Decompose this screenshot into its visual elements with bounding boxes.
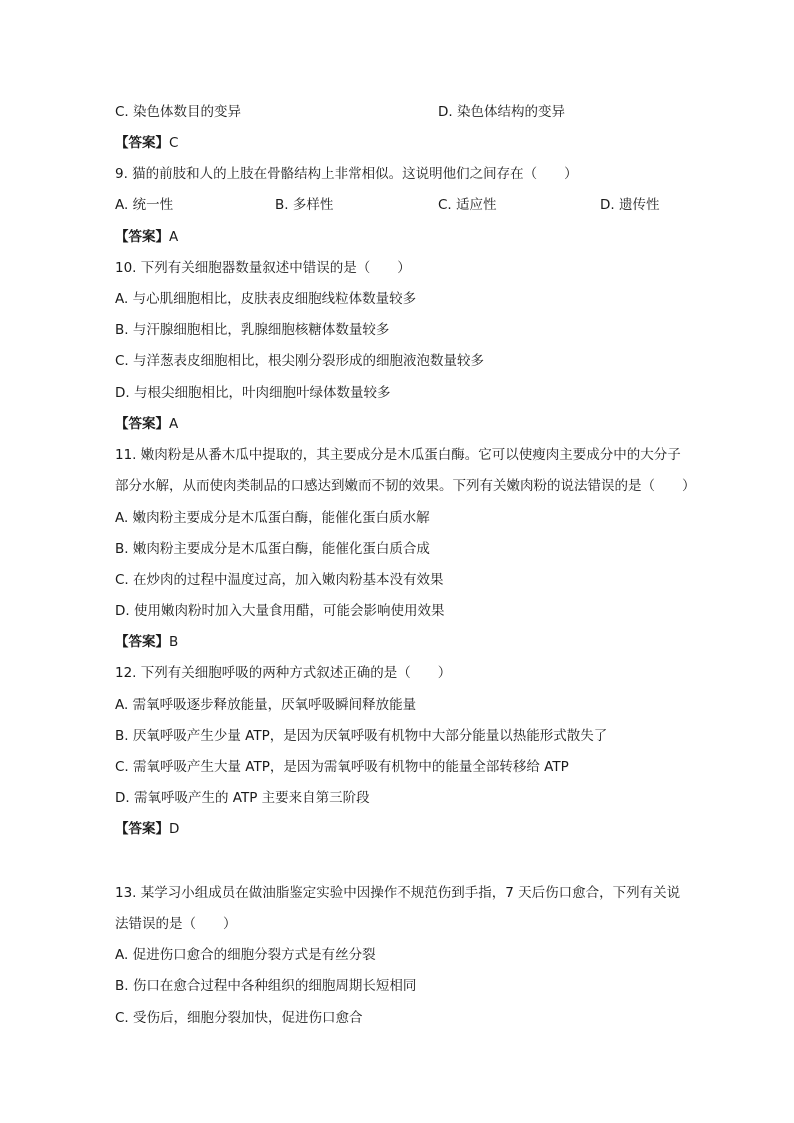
q10-stem: 10. 下列有关细胞器数量叙述中错误的是（ ） (115, 260, 411, 276)
q13-stem-line-2: 法错误的是（ ） (115, 916, 237, 932)
q8-answer (115, 134, 178, 152)
q10-option-d: D. 与根尖细胞相比，叶肉细胞叶绿体数量较多 (115, 385, 391, 401)
answer-value: A (169, 229, 179, 245)
q8-option-c: C. 染色体数目的变异 (115, 104, 242, 120)
q10-option-b: B. 与汗腺细胞相比，乳腺细胞核糖体数量较多 (115, 322, 390, 338)
answer-label: 【答案】 (115, 229, 169, 245)
q9-answer (115, 228, 178, 246)
q12-stem: 12. 下列有关细胞呼吸的两种方式叙述正确的是（ ） (115, 665, 452, 681)
q9-option-b: B. 多样性 (275, 197, 334, 213)
q12-option-a: A. 需氧呼吸逐步释放能量，厌氧呼吸瞬间释放能量 (115, 697, 417, 713)
q11-stem-line-2: 部分水解，从而使肉类制品的口感达到嫩而不韧的效果。下列有关嫩肉粉的说法错误的是（ ） (115, 478, 696, 494)
answer-value: B (169, 634, 179, 650)
q9-stem: 9. 猫的前肢和人的上肢在骨骼结构上非常相似。这说明他们之间存在（ ） (115, 166, 578, 182)
q11-answer (115, 633, 178, 651)
q13-stem-line-1: 13. 某学习小组成员在做油脂鉴定实验中因操作不规范伤到手指，7 天后伤口愈合，下列有关说 (115, 885, 681, 901)
q10-option-c: C. 与洋葱表皮细胞相比，根尖刚分裂形成的细胞液泡数量较多 (115, 353, 485, 369)
q11-option-d: D. 使用嫩肉粉时加入大量食用醋，可能会影响使用效果 (115, 603, 445, 619)
q8-option-d: D. 染色体结构的变异 (438, 104, 565, 120)
q13-option-b: B. 伤口在愈合过程中各种组织的细胞周期长短相同 (115, 978, 417, 994)
q10-option-a: A. 与心肌细胞相比，皮肤表皮细胞线粒体数量较多 (115, 291, 417, 307)
answer-value: C (169, 135, 179, 151)
q12-answer (115, 820, 179, 838)
answer-label: 【答案】 (115, 821, 169, 837)
q13-option-a: A. 促进伤口愈合的细胞分裂方式是有丝分裂 (115, 947, 376, 963)
q12-option-d: D. 需氧呼吸产生的 ATP 主要来自第三阶段 (115, 790, 370, 806)
q9-option-d: D. 遗传性 (600, 197, 660, 213)
q11-option-c: C. 在炒肉的过程中温度过高，加入嫩肉粉基本没有效果 (115, 572, 444, 588)
answer-value: A (169, 416, 179, 432)
q13-option-c: C. 受伤后，细胞分裂加快，促进伤口愈合 (115, 1010, 363, 1026)
q10-answer (115, 415, 178, 433)
q9-option-c: C. 适应性 (438, 197, 497, 213)
q11-option-b: B. 嫩肉粉主要成分是木瓜蛋白酶，能催化蛋白质合成 (115, 541, 430, 557)
q9-option-a: A. 统一性 (115, 197, 174, 213)
q12-option-b: B. 厌氧呼吸产生少量 ATP，是因为厌氧呼吸有机物中大部分能量以热能形式散失了 (115, 728, 608, 744)
answer-label: 【答案】 (115, 135, 169, 151)
answer-label: 【答案】 (115, 416, 169, 432)
q11-stem-line-1: 11. 嫩肉粉是从番木瓜中提取的，其主要成分是木瓜蛋白酶。它可以使瘦肉主要成分中的大分子 (115, 447, 681, 463)
answer-label: 【答案】 (115, 634, 169, 650)
answer-value: D (169, 821, 180, 837)
q11-option-a: A. 嫩肉粉主要成分是木瓜蛋白酶，能催化蛋白质水解 (115, 510, 430, 526)
q12-option-c: C. 需氧呼吸产生大量 ATP，是因为需氧呼吸有机物中的能量全部转移给 ATP (115, 759, 569, 775)
